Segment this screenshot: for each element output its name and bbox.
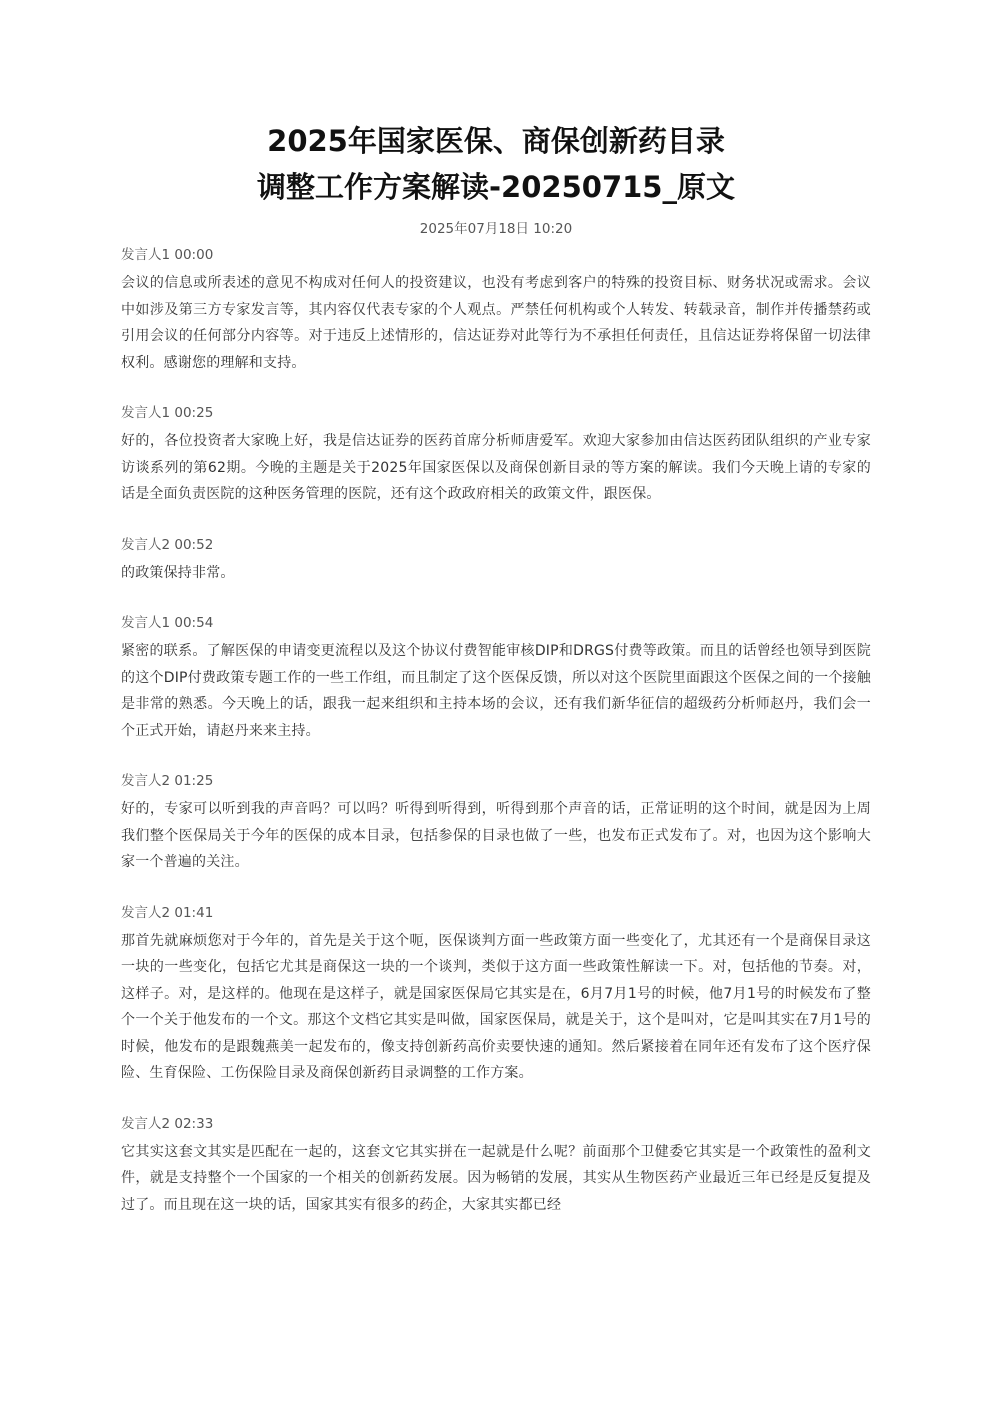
document-title-line1: 2025年国家医保、商保创新药目录 <box>267 124 725 158</box>
speaker-timestamp: 发言人1 00:25 <box>121 405 214 421</box>
transcript-entry <box>121 534 871 587</box>
transcript <box>121 244 871 1244</box>
speech-text: 紧密的联系。了解医保的申请变更流程以及这个协议付费智能审核DIP和DRGS付费等政策。而且的话曾经也领导到医院的这个DIP付费政策专题工作的一些工作组，而且制定了这个医保反馈，所以对这个医院里面跟这个医保之间的一个接触是非常的熟悉。今天晚上的话，跟我一起来组织和主持本场的会议，还有我们新华征信的超级药分析师赵丹，我们会一个正式开始，请赵丹来来主持。 <box>121 643 871 739</box>
speech-text: 好的，各位投资者大家晚上好，我是信达证券的医药首席分析师唐爱军。欢迎大家参加由信达医药团队组织的产业专家访谈系列的第62期。今晚的主题是关于2025年国家医保以及商保创新目录的等方案的解读。我们今天晚上请的专家的话是全面负责医院的这种医务管理的医院，还有这个政政府相关的政策文件，跟医保。 <box>121 433 871 502</box>
speaker-timestamp: 发言人1 00:00 <box>121 247 214 263</box>
document-datetime: 2025年07月18日 10:20 <box>419 221 573 237</box>
document-title-line2: 调整工作方案解读-20250715_原文 <box>257 170 735 204</box>
transcript-entry <box>121 770 871 876</box>
transcript-entry <box>121 612 871 744</box>
speech-text: 它其实这套文其实是匹配在一起的，这套文它其实拼在一起就是什么呢？前面那个卫健委它其实是一个政策性的盈利文件，就是支持整个一个国家的一个相关的创新药发展。因为畅销的发展，其实从生物医药产业最近三年已经是反复提及过了。而且现在这一块的话，国家其实有很多的药企，大家其实都已经 <box>121 1143 871 1213</box>
speaker-timestamp: 发言人2 01:41 <box>121 904 214 921</box>
speech-text: 会议的信息或所表述的意见不构成对任何人的投资建议，也没有考虑到客户的特殊的投资目标、财务状况或需求。会议中如涉及第三方专家发言等，其内容仅代表专家的个人观点。严禁任何机构或个人转发、转载录音，制作并传播禁药或引用会议的任何部分内容等。对于违反上述情形的，信达证券对此等行为不承担任何责任，且信达证券将保留一切法律权利。感谢您的理解和支持。 <box>121 275 871 371</box>
speech-text: 的政策保持非常。 <box>121 564 235 581</box>
speech-text: 那首先就麻烦您对于今年的，首先是关于这个呃，医保谈判方面一些政策方面一些变化了，尤其还有一个是商保目录这一块的一些变化，包括它尤其是商保这一块的一个谈判，类似于这方面一些政策性解读一下。对，包括他的节奏。对，这样子。对，是这样的。他现在是这样子，就是国家医保局它其实是在，6月7月1号的时候，他7月1号的时候发布了整个一个关于他发布的一个文。那这个文档它其实是叫做，国家医保局，就是关于，这个是叫对，它是叫其实在7月1号的时候，他发布的是跟魏燕美一起发布的，像支持创新药高价卖要快速的通知。然后紧接着在同年还有发布了这个医疗保险、生育保险、工伤保险目录及商保创新药目录调整的工作方案。 <box>121 932 871 1081</box>
speech-text: 好的，专家可以听到我的声音吗？可以吗？听得到听得到，听得到那个声音的话，正常证明的这个时间，就是因为上周我们整个医保局关于今年的医保的成本目录，包括参保的目录也做了一些，也发布正式发布了。对，也因为这个影响大家一个普遍的关注。 <box>121 801 871 870</box>
speaker-timestamp: 发言人2 00:52 <box>121 536 214 553</box>
speaker-timestamp: 发言人1 00:54 <box>121 615 214 631</box>
transcript-entry <box>121 902 871 1087</box>
transcript-entry <box>121 402 871 508</box>
speaker-timestamp: 发言人2 01:25 <box>121 773 214 789</box>
speaker-timestamp: 发言人2 02:33 <box>121 1115 214 1132</box>
transcript-entry <box>121 244 871 376</box>
transcript-entry <box>121 1113 871 1219</box>
